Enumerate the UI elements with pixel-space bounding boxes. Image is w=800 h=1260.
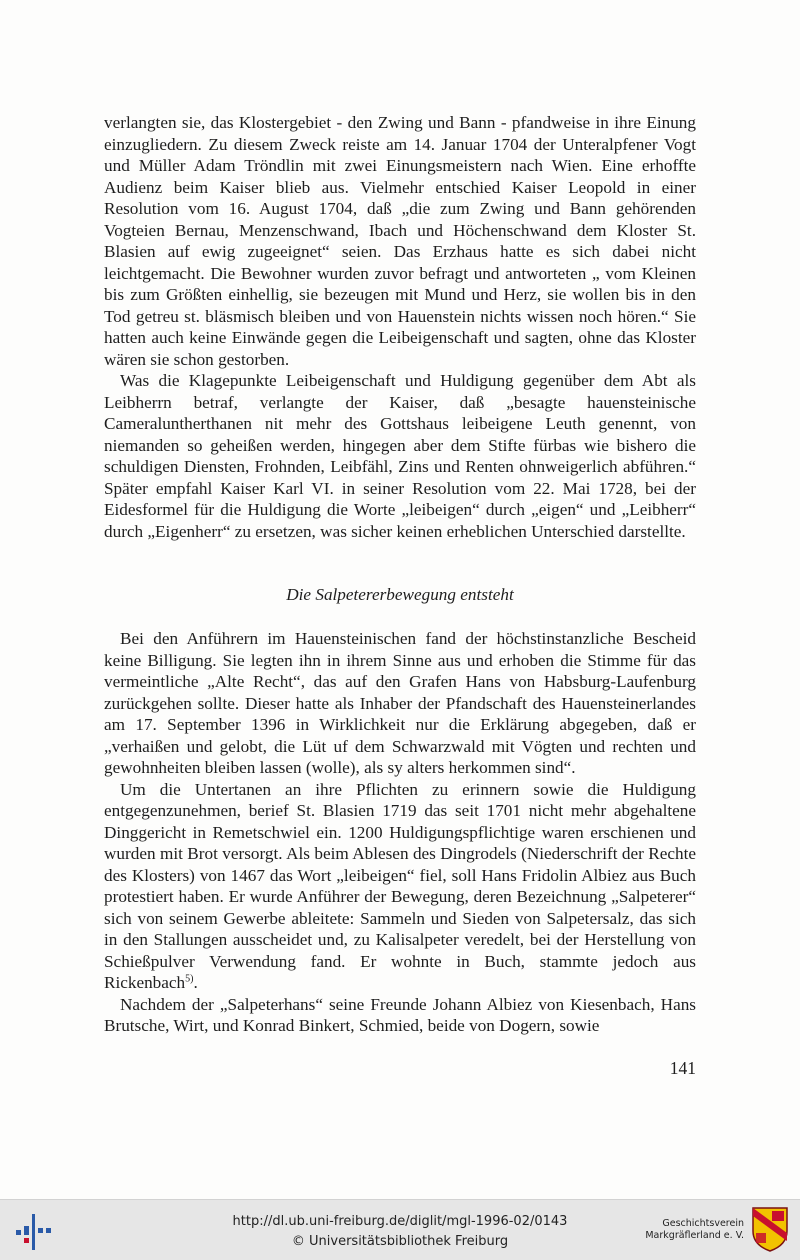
footer-copyright: © Universitätsbibliothek Freiburg bbox=[291, 1234, 509, 1249]
paragraph: verlangten sie, das Klostergebiet - den Zwing und Bann - pfandweise in ihre Einung einzugliedern. Zu diesem Zweck reiste am 14. Januar 1704 der Unteralpfener Vogt und Müller Adam Tröndlin mit zwei Einungsmeistern nach Wien. Eine erhoffte Audienz beim Kaiser blieb aus. Vielmehr entschied Kaiser Leopold in einer Resolution vom 16. August 1704, daß „die zum Zwing und Bann gehörenden Vogteien Bernau, Menzenschwand, Ibach und Höchenschwand dem Kloster St. Blasien auf ewig zugeeignet“ seien. Das Erzhaus hatte es sich dabei nicht leichtgemacht. Die Bewohner wurden zuvor befragt und antworteten „ vom Kleinen bis zum Größten einhellig, sie bezeugen mit Mund und Herz, sie wollen bis in den Tod getreu st. bläsmisch bleiben und von Hauenstein nichts wissen noch hören.“ Sie hatten auch keine Einwände gegen die Leibeigenschaft und sagten, ohne das Kloster wären sie schon gestorben. bbox=[104, 113, 696, 369]
paragraph-text-end: . bbox=[193, 973, 198, 992]
page-number: 141 bbox=[669, 1058, 696, 1078]
paragraph: Nachdem der „Salpeterhans“ seine Freunde Johann Albiez von Kiesenbach, Hans Brutsche, Wirt, und Konrad Binkert, Schmied, beide von Dogern, sowie bbox=[104, 994, 696, 1035]
paragraph bbox=[104, 779, 696, 994]
footer-society-name bbox=[645, 1218, 744, 1242]
footnote-reference: 5) bbox=[185, 973, 194, 985]
footer-url-link[interactable]: http://dl.ub.uni-freiburg.de/diglit/mgl-1996-02/0143 bbox=[232, 1214, 568, 1229]
paragraph: Bei den Anführern im Hauensteinischen fand der höchstinstanzliche Bescheid keine Billigung. Sie legten ihn in ihrem Sinne aus und erhoben die Stimme für das vermeintliche „Alte Recht“, das auf den Grafen Hans von Habsburg-Laufenburg zurückgehen sollte. Dieser hatte als Inhaber der Pfandschaft des Hauensteinerlandes am 17. September 1396 in Wirklichkeit nur die Erklärung abgegeben, daß er „verhaißen und gelobt, die Lüt uf dem Schwarzwald mit Vögten und rechten und gewohnheiten bleiben lassen (wolle), als sy alters herkommen sind“. bbox=[104, 629, 696, 777]
society-line: Geschichtsverein bbox=[662, 1218, 744, 1229]
ub-freiburg-logo-icon[interactable] bbox=[10, 1208, 56, 1254]
paragraph-text: Um die Untertanen an ihre Pflichten zu erinnern sowie die Huldigung entgegenzunehmen, berief St. Blasien 1719 das seit 1701 nicht mehr abgehaltene Dinggericht in Remetschwiel ein. 1200 Huldigungspflichtige waren erschienen und wurden mit Brot versorgt. Als beim Ablesen des Dingrodels (Niederschrift der Rechte des Klosters) von 1467 das Wort „leibeigen“ fiel, soll Hans Fridolin Albiez aus Buch protestiert haben. Er wurde Anführer der Bewegung, deren Bezeichnung „Salpeterer“ sich von seinem Gewerbe ableitete: Sammeln und Sieden von Salpetersalz, das sich in den Stallungen ausscheidet und, zu Kalisalpeter veredelt, bei der Herstellung von Schießpulver Verwendung fand. Er wohnte in Buch, stammte jedoch aus Rickenbach bbox=[104, 779, 696, 992]
section-heading: Die Salpetererbewegung entsteht bbox=[286, 585, 514, 604]
text-block-bottom bbox=[104, 628, 696, 1037]
text-block-top bbox=[104, 112, 696, 542]
coat-of-arms-icon[interactable] bbox=[750, 1205, 790, 1253]
footer-bar bbox=[0, 1199, 800, 1260]
paragraph: Was die Klagepunkte Leibeigenschaft und Huldigung gegenüber dem Abt als Leibherrn betraf, verlangte der Kaiser, daß „besagte hauensteinische Cameraluntherthanen nit mehr des Gottshaus leibeigene Leuth genennt, von niemanden so geheißen werden, hingegen aber dem Stifte fürbas wie bishero die schuldigen Diensten, Frohnden, Leibfähl, Zins und Renten ohnweigerlich abführen.“ Später empfahl Kaiser Karl VI. in seiner Resolution vom 22. Mai 1728, bei der Eidesformel für die Huldigung die Worte „leibeigen“ durch „eigen“ und „Leibherr“ durch „Eigenherr“ zu ersetzen, was sicher keinen erheblichen Unterschied darstellte. bbox=[104, 371, 696, 541]
society-line: Markgräflerland e. V. bbox=[645, 1230, 744, 1241]
